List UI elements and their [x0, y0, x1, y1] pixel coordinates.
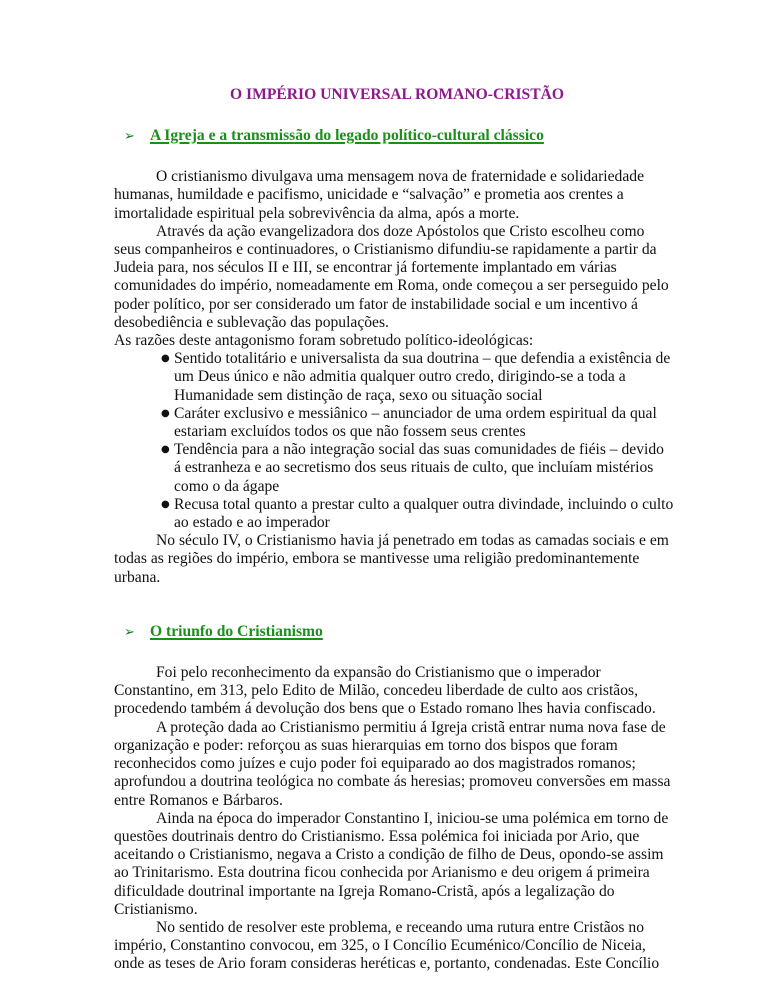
- paragraph: Foi pelo reconhecimento da expansão do Cristianismo que o imperador Constantino, em 313, pelo Edito de Milão, concedeu liberdade de culto aos cristãos, procedendo também á devolução dos bens que o Estado romano lhes havia confiscado.: [114, 664, 656, 718]
- section-heading: [114, 127, 674, 146]
- bullet-icon: ●: [161, 407, 170, 419]
- bullet-icon: ●: [161, 444, 170, 456]
- list-intro: As razões deste antagonismo foram sobretudo político-ideológicas:: [114, 332, 534, 350]
- paragraph: No século IV, o Cristianismo havia já penetrado em todas as camadas sociais e em todas as regiões do império, embora se mantivesse uma religião predominantemente urbana.: [114, 532, 669, 586]
- paragraph: A proteção dada ao Cristianismo permitiu á Igreja cristã entrar numa nova fase de organização e poder: reforçou as suas hierarquias em torno dos bispos que foram reconhecidos como juízes e cujo poder foi equiparado ao dos magistrados romanos; aprofundou a doutrina teológica no combate ás heresias; promoveu conversões em massa entre Romanos e Bárbaros.: [114, 718, 671, 809]
- section-heading-text: O triunfo do Cristianismo: [150, 622, 323, 640]
- list-item-text: Recusa total quanto a prestar culto a qualquer outra divindade, incluindo o culto ao estado e ao imperador: [174, 495, 674, 532]
- list-item: [162, 405, 674, 441]
- list-item-text: Sentido totalitário e universalista da sua doutrina – que defendia a existência de um Deus único e não admitia qualquer outro credo, dirigindo-se a toda a Humanidade sem distinção de raça, sexo ou situação social: [174, 350, 671, 404]
- bullet-icon: ●: [161, 353, 170, 365]
- section-triunfo: [114, 623, 674, 974]
- section-legado: [114, 127, 674, 587]
- paragraph: Através da ação evangelizadora dos doze Apóstolos que Cristo escolheu como seus companheiros e continuadores, o Cristianismo difundiu-se rapidamente a partir da Judeia para, nos séculos II e III, se encontrar já fortemente implantado em várias comunidades do império, nomeadamente em Roma, onde começou a ser perseguido pelo poder político, por ser considerado um fator de instabilidade social e um incentivo á desobediência e sublevação das populações.: [114, 222, 669, 331]
- list-item-text: Tendência para a não integração social das suas comunidades de fiéis – devido á estranheza e ao secretismo dos seus rituais de culto, que incluíam mistérios como o da ágape: [174, 441, 664, 495]
- list-item: [162, 350, 674, 405]
- arrow-bullet-icon: ➢: [124, 624, 135, 640]
- paragraph: No sentido de resolver este problema, e receando uma rutura entre Cristãos no império, Constantino convocou, em 325, o I Concílio Ecuménico/Concílio de Niceia, onde as teses de Ario foram consideras heréticas e, portanto, condenadas. Este Concílio: [114, 918, 660, 973]
- paragraph: O cristianismo divulgava uma mensagem nova de fraternidade e solidariedade humanas, humildade e pacifismo, unicidade e “salvação” e prometia aos crentes a imortalidade espiritual pela sobrevivência da alma, após a morte.: [114, 168, 644, 222]
- arrow-bullet-icon: ➢: [124, 129, 135, 144]
- document-title: O IMPÉRIO UNIVERSAL ROMANO-CRISTÃO: [230, 86, 564, 103]
- document-content: [114, 86, 674, 974]
- list-item: [162, 441, 674, 496]
- section-heading: [114, 623, 674, 642]
- bullet-list: [114, 350, 674, 532]
- section-heading-text: A Igreja e a transmissão do legado político-cultural clássico: [150, 127, 544, 144]
- section-spacer: [114, 587, 674, 623]
- paragraph: Ainda na época do imperador Constantino I, iniciou-se uma polémica em torno de questões doutrinais dentro do Cristianismo. Essa polémica foi iniciada por Ario, que aceitando o Cristianismo, negava a Cristo a condição de filho de Deus, opondo-se assim ao Trinitarismo. Esta doutrina ficou conhecida por Arianismo e deu origem á primeira dificuldade doutrinal importante na Igreja Romano-Cristã, após a legalização do Cristianismo.: [114, 809, 669, 918]
- list-item-text: Caráter exclusivo e messiânico – anunciador de uma ordem espiritual da qual estariam excluídos todos os que não fossem seus crentes: [174, 404, 657, 441]
- bullet-icon: ●: [161, 498, 170, 510]
- list-item: [162, 496, 674, 532]
